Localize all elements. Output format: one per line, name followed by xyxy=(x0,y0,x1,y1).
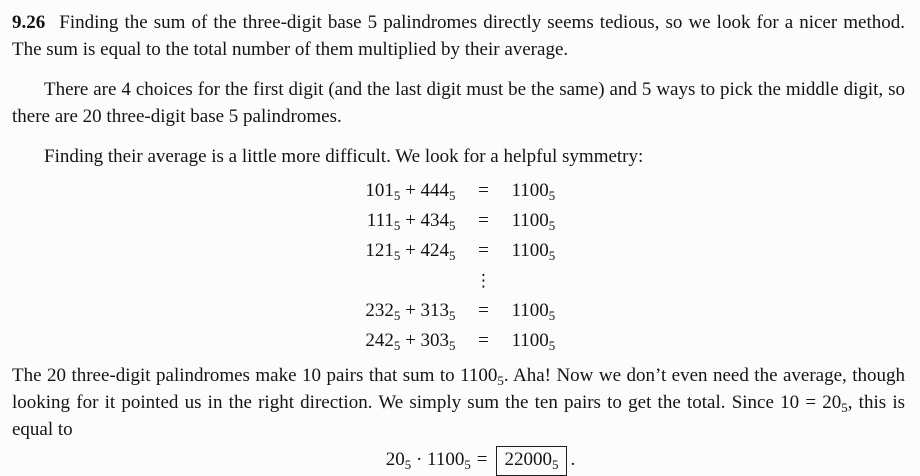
equation-lhs: $111_5 + 434_5$ xyxy=(366,210,456,233)
equation-row xyxy=(326,326,642,356)
equation-row xyxy=(326,176,642,206)
boxed-answer: $22000_5$ xyxy=(496,446,568,476)
equals-sign: = xyxy=(476,449,488,470)
equation-rhs: $1100_5$ xyxy=(511,330,556,353)
equation-rhs: $1100_5$ xyxy=(511,300,556,323)
equation-rhs: $1100_5$ xyxy=(511,240,556,263)
equation-lhs: $101_5 + 444_5$ xyxy=(365,180,456,203)
equation-lhs: $121_5 + 424_5$ xyxy=(365,240,456,263)
equation-rhs: $1100_5$ xyxy=(511,180,556,203)
equals-sign: = xyxy=(478,210,489,231)
final-equation-lhs: $20_5 \cdot 1100_5$ xyxy=(385,449,471,472)
equals-sign: = xyxy=(478,300,489,321)
paragraph-symmetry: Finding their average is a little more difficult. We look for a helpful symmetry: xyxy=(44,146,644,167)
paragraph-intro-text: Finding the sum of the three-digit base 5 palindromes directly seems tedious, so we look for a nicer method. The sum is equal to the total number of them multiplied by their average. xyxy=(12,12,905,60)
equals-sign: = xyxy=(478,180,489,201)
equation-vdots-row xyxy=(326,266,642,296)
problem-number: 9.26 xyxy=(12,12,46,33)
equation-rhs: $1100_5$ xyxy=(511,210,556,233)
equation-lhs: $242_5 + 303_5$ xyxy=(365,330,456,353)
equation-lhs: $232_5 + 313_5$ xyxy=(365,300,456,323)
equation-row xyxy=(326,296,642,326)
equation-row xyxy=(326,236,642,266)
vertical-dots: ⋮ xyxy=(475,271,492,291)
equals-sign: = xyxy=(478,240,489,261)
paragraph-counting: There are 4 choices for the first digit (and the last digit must be the same) and 5 ways to pick the middle digit, so there are 20 three-digit base 5 palindromes. xyxy=(12,79,905,127)
equals-sign: = xyxy=(478,330,489,351)
final-equation xyxy=(34,445,920,476)
equation-block xyxy=(326,176,642,356)
paragraph-intro xyxy=(12,9,905,63)
paragraph-conclusion: The 20 three-digit palindromes make 10 pairs that sum to $1100_5$. Aha! Now we don’t even need the average, though looking for it pointed us in the right direction. We simply sum the ten pairs to get the total. Since $10 = 20_5$, this is equal to xyxy=(12,365,905,440)
equation-row xyxy=(326,206,642,236)
final-period: . xyxy=(570,449,576,470)
